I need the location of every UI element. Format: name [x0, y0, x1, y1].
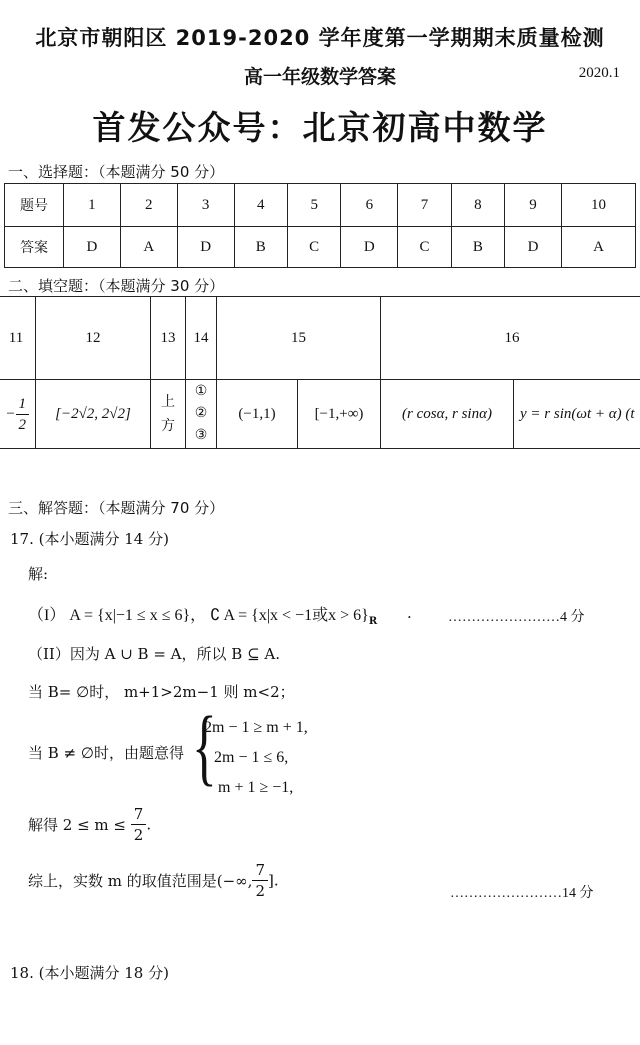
- table-row: [5, 184, 636, 227]
- answer-14-item2: ②: [194, 406, 208, 421]
- answer-11-sign: −: [5, 405, 16, 422]
- answer-14-item1: ①: [194, 384, 208, 399]
- system-line-2: 2m − 1 ≤ 6,: [214, 749, 289, 766]
- table-cell: 6: [341, 184, 398, 227]
- table-cell: [36, 380, 151, 449]
- table-cell: 13: [151, 297, 186, 380]
- fraction-denominator: 2: [18, 416, 26, 433]
- table-cell: 4: [234, 184, 287, 227]
- q17-final-score: ……………………14 分: [450, 886, 594, 901]
- table-cell: [217, 380, 298, 449]
- answer-14-item3: ③: [194, 428, 208, 443]
- table-cell: B: [451, 227, 504, 268]
- table-row: [5, 227, 636, 268]
- q17-result-fraction: [131, 804, 147, 845]
- q18-title: 18. (本小题满分 18 分): [10, 964, 169, 982]
- fraction-numerator: 7: [252, 860, 268, 881]
- answer-11-fraction: [16, 394, 30, 435]
- answer-16-part2: y = r sin(ωt + α) (t: [520, 405, 635, 422]
- q17-part1: [28, 602, 377, 627]
- page-subtitle: 高一年级数学答案: [243, 66, 396, 88]
- table-cell: A: [120, 227, 177, 268]
- date-label: 2020.1: [578, 65, 620, 81]
- q17-part1-text: （I） A = {x|−1 ≤ x ≤ 6}， ∁ A = {x|x < −1或x > 6}: [28, 607, 369, 624]
- fraction-denominator: 2: [255, 882, 265, 900]
- table-cell: 2: [120, 184, 177, 227]
- answer-15-part2: [−1,+∞): [314, 405, 364, 422]
- table-cell: [151, 380, 186, 449]
- table-cell: 11: [0, 297, 36, 380]
- q17-final-fraction: [252, 860, 268, 901]
- table-cell: 5: [287, 184, 340, 227]
- table-cell: A: [561, 227, 635, 268]
- q17-case1: 当 B= ∅时， m+1>2m−1 则 m<2；: [28, 683, 295, 701]
- page-title: 北京市朝阳区 2019-2020 学年度第一学期期末质量检测: [35, 26, 605, 50]
- q17-final-suffix: ].: [268, 871, 279, 890]
- table-cell: D: [505, 227, 562, 268]
- answer-13-line1: 上: [161, 394, 175, 410]
- table-cell: D: [64, 227, 121, 268]
- q17-complement-subscript: R: [368, 616, 378, 627]
- table-cell: [381, 380, 514, 449]
- fraction-numerator: 1: [16, 394, 30, 415]
- q17-part1-dot: .: [407, 604, 412, 622]
- q17-result-prefix: 解得 2 ≤ m ≤: [28, 816, 126, 834]
- table-cell: 9: [505, 184, 562, 227]
- table-cell: [298, 380, 381, 449]
- table-cell: B: [234, 227, 287, 268]
- choice-answer-table: [4, 183, 636, 268]
- table-cell: D: [341, 227, 398, 268]
- table-cell: 10: [561, 184, 635, 227]
- table-row: [0, 380, 640, 449]
- q17-system-brace: {: [192, 698, 217, 794]
- q17-title: 17. (本小题满分 14 分): [10, 530, 169, 548]
- table-cell: C: [398, 227, 451, 268]
- fraction-denominator: 2: [133, 826, 144, 844]
- system-line-1: 2m − 1 ≥ m + 1,: [204, 719, 308, 736]
- answer-12: [−2√2, 2√2]: [55, 405, 131, 422]
- table-cell: 7: [398, 184, 451, 227]
- q17-result-suffix: .: [146, 815, 152, 834]
- answer-15-part1: (−1,1): [238, 405, 276, 422]
- system-line-3: m + 1 ≥ −1,: [218, 779, 294, 796]
- answer-16-part1: (r cosα, r sinα): [402, 405, 492, 422]
- q17-case2-prefix: 当 B ≠ ∅时，由题意得: [28, 744, 184, 762]
- table-cell: 14: [186, 297, 217, 380]
- answer-13-line2: 方: [161, 418, 175, 434]
- section1-heading: 一、选择题：（本题满分 50 分）: [8, 163, 225, 181]
- row-label-number: 题号: [5, 184, 64, 227]
- q17-solve-label: 解:: [28, 565, 49, 583]
- table-cell: 8: [451, 184, 504, 227]
- q17-part2: （II）因为 A ∪ B = A，所以 B ⊆ A.: [28, 645, 281, 663]
- fraction-numerator: 7: [131, 804, 147, 825]
- table-cell: 3: [177, 184, 234, 227]
- table-cell: C: [287, 227, 340, 268]
- table-cell: 15: [217, 297, 381, 380]
- section3-heading: 三、解答题：（本题满分 70 分）: [8, 499, 225, 517]
- table-cell: 12: [36, 297, 151, 380]
- table-cell: 16: [381, 297, 640, 380]
- table-cell: [0, 380, 36, 449]
- q17-system: [204, 713, 308, 803]
- q17-result: [28, 804, 151, 845]
- fill-answer-table: [0, 296, 640, 449]
- table-cell: [514, 380, 640, 449]
- section2-heading: 二、填空题：（本题满分 30 分）: [8, 277, 225, 295]
- table-cell: 1: [64, 184, 121, 227]
- row-label-answer: 答案: [5, 227, 64, 268]
- q17-final: [28, 860, 279, 901]
- table-row: [0, 297, 640, 380]
- banner-text: 首发公众号：北京初高中数学: [92, 108, 548, 147]
- q17-part1-score: ……………………4 分: [448, 610, 585, 625]
- table-cell: [186, 380, 217, 449]
- table-cell: D: [177, 227, 234, 268]
- q17-final-prefix: 综上，实数 m 的取值范围是(−∞,: [28, 872, 253, 890]
